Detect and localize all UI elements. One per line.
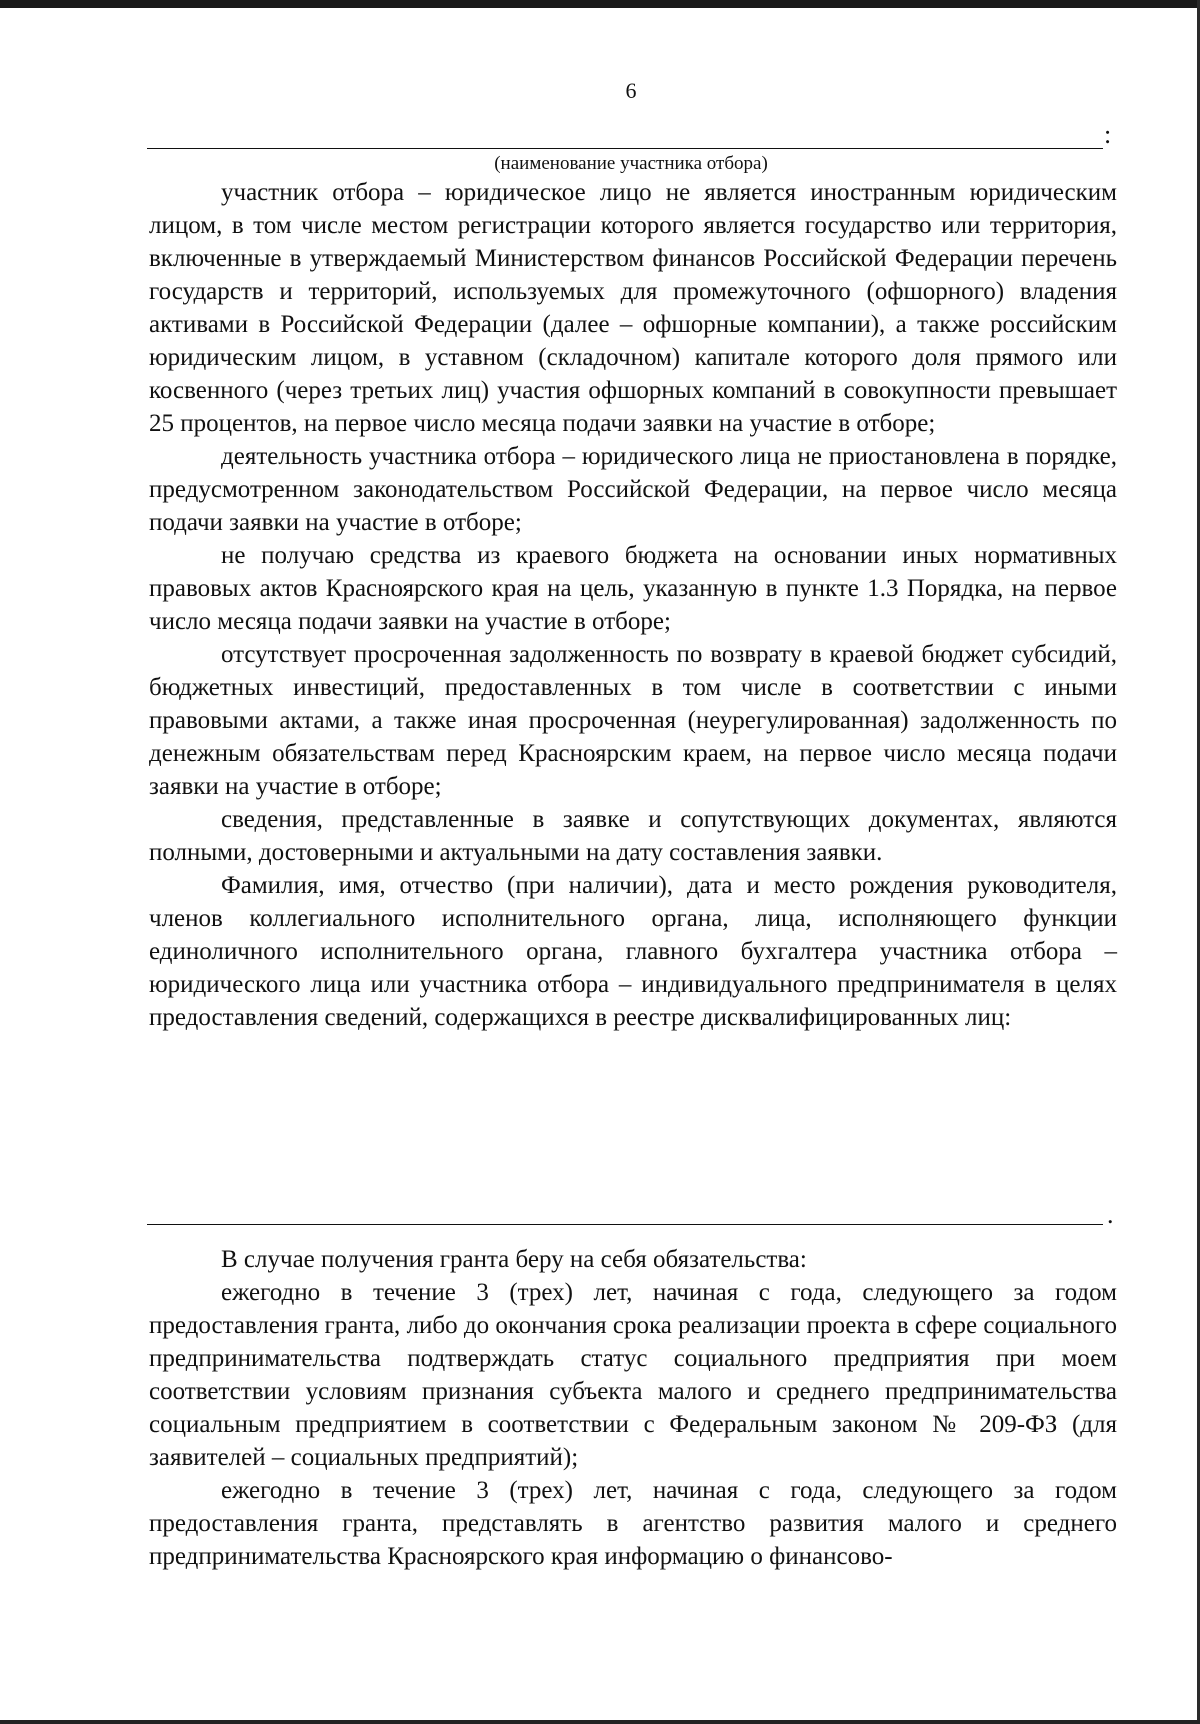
page-number: 6	[625, 78, 637, 103]
obligations-section	[149, 1243, 1117, 1573]
paragraph-activity-not-suspended: деятельность участника отбора – юридического лица не приостановлена в порядке, предусмотренном законодательством Российской Федерации, на первое число месяца подачи заявки на участие в отборе;	[149, 443, 1117, 536]
paragraph-data-accuracy: сведения, представленные в заявке и сопутствующих документах, являются полными, достоверными и актуальными на дату составления заявки.	[149, 806, 1117, 866]
disqualified-persons-line	[147, 1224, 1103, 1225]
obligation-item: ежегодно в течение 3 (трех) лет, начиная с года, следующего за годом предоставления гранта, представлять в агентство развития малого и среднего предпринимательства Красноярского края информацию о финансово-	[149, 1477, 1117, 1570]
scan-border-bottom	[0, 1720, 1200, 1724]
declaration-body	[149, 176, 1117, 1034]
paragraph-no-overdue-debt: отсутствует просроченная задолженность по возврату в краевой бюджет субсидий, бюджетных инвестиций, предоставленных в том числе в соответствии с иными правовыми актами, а также иная просроченная (неурегулированная) задолженность по денежным обязательствам перед Красноярским краем, на первое число месяца подачи заявки на участие в отборе;	[149, 641, 1117, 800]
participant-line-colon: :	[1104, 120, 1112, 149]
obligations-intro: В случае получения гранта беру на себя обязательства:	[221, 1246, 807, 1273]
participant-name-line	[147, 148, 1103, 149]
scan-border-top	[0, 0, 1200, 8]
paragraph-disqualified-persons: Фамилия, имя, отчество (при наличии), дата и место рождения руководителя, членов коллегиального исполнительного органа, лица, исполняющего функции единоличного исполнительного органа, главного бухгалтера участника отбора – юридического лица или участника отбора – индивидуального предпринимателя в целях предоставления сведений, содержащихся в реестре дисквалифицированных лиц:	[149, 872, 1117, 1031]
participant-name-caption: (наименование участника отбора)	[494, 153, 768, 174]
obligation-item: ежегодно в течение 3 (трех) лет, начиная с года, следующего за годом предоставления гранта, либо до окончания срока реализации проекта в сфере социального предпринимательства подтверждать статус социального предприятия при моем соответствии условиям признания субъекта малого и среднего предпринимательства социальным предприятием в соответствии с Федеральным законом № 209-ФЗ (для заявителей – социальных предприятий);	[149, 1279, 1117, 1471]
paragraph-offshore-status: участник отбора – юридическое лицо не является иностранным юридическим лицом, в том числе местом регистрации которого является государство или территория, включенные в утверждаемый Министерством финансов Российской Федерации перечень государств и территорий, используемых для промежуточного (офшорного) владения активами в Российской Федерации (далее – офшорные компании), а также российским юридическим лицом, в уставном (складочном) капитале которого доля прямого или косвенного (через третьих лиц) участия офшорных компаний в совокупности превышает 25 процентов, на первое число месяца подачи заявки на участие в отборе;	[149, 179, 1117, 437]
paragraph-no-other-budget-funds: не получаю средства из краевого бюджета на основании иных нормативных правовых актов Красноярского края на цель, указанную в пункте 1.3 Порядка, на первое число месяца подачи заявки на участие в отборе;	[149, 542, 1117, 635]
disqualified-line-period: .	[1107, 1200, 1114, 1229]
